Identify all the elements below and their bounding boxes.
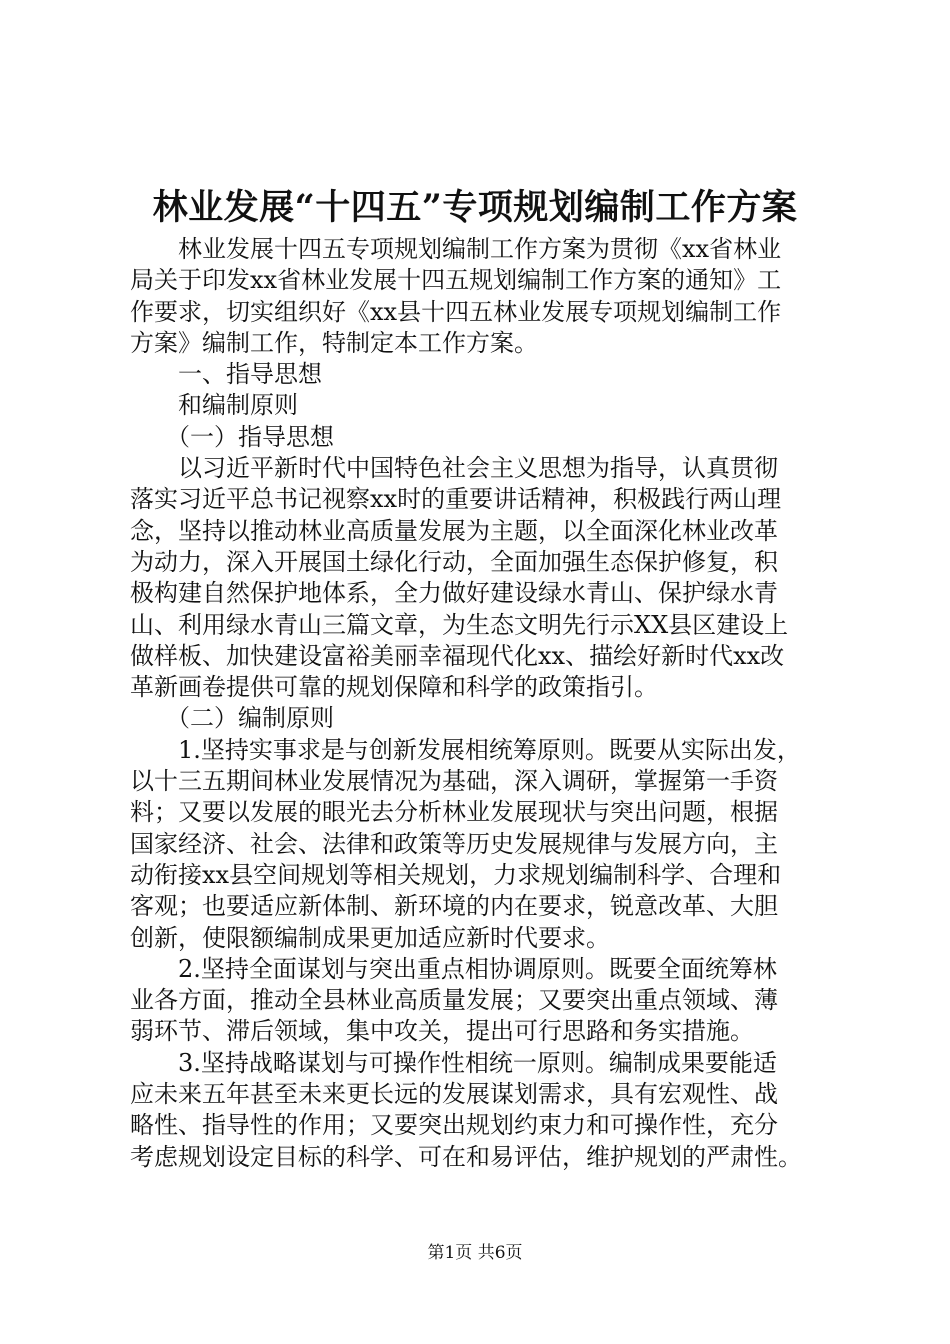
text-line: 一、指导思想 — [130, 360, 322, 389]
text-line: 和编制原则 — [130, 391, 298, 420]
text-line: 念，坚持以推动林业高质量发展为主题，以全面深化林业改革 — [130, 516, 778, 545]
text-line: 客观；也要适应新体制、新环境的内在要求，锐意改革、大胆 — [130, 892, 778, 921]
text-line: 作要求，切实组织好《xx县十四五林业发展专项规划编制工作 — [130, 297, 782, 326]
text-line: 林业发展十四五专项规划编制工作方案为贯彻《xx省林业 — [130, 235, 782, 263]
text-line: 做样板、加快建设富裕美丽幸福现代化xx、描绘好新时代xx改 — [130, 641, 785, 670]
text-line: 山、利用绿水青山三篇文章，为生态文明先行示XX县区建设上 — [130, 610, 789, 639]
text-line: 为动力，深入开展国土绿化行动，全面加强生态保护修复，积 — [130, 547, 778, 576]
text-line: （一）指导思想 — [130, 422, 334, 451]
text-line: 3.坚持战略谋划与可操作性相统一原则。编制成果要能适 — [130, 1048, 777, 1077]
text-line: 创新，使限额编制成果更加适应新时代要求。 — [130, 923, 610, 952]
text-line: 局关于印发xx省林业发展十四五规划编制工作方案的通知》工 — [130, 266, 782, 295]
text-line: 略性、指导性的作用；又要突出规划约束力和可操作性，充分 — [130, 1111, 778, 1140]
text-line: 料；又要以发展的眼光去分析林业发展现状与突出问题，根据 — [130, 798, 778, 827]
text-line: 革新画卷提供可靠的规划保障和科学的政策指引。 — [130, 673, 658, 702]
text-line: 国家经济、社会、法律和政策等历史发展规律与发展方向，主 — [130, 829, 778, 858]
text-line: 动衔接xx县空间规划等相关规划，力求规划编制科学、合理和 — [130, 860, 782, 889]
text-line: 以十三五期间林业发展情况为基础，深入调研，掌握第一手资 — [130, 767, 778, 796]
text-line: 应未来五年甚至未来更长远的发展谋划需求，具有宏观性、战 — [130, 1080, 778, 1109]
document-title: 林业发展“十四五”专项规划编制工作方案 — [152, 187, 798, 228]
page-footer: 第1页 共6页 — [427, 1243, 523, 1263]
text-line: （二）编制原则 — [130, 704, 334, 733]
text-line: 1.坚持实事求是与创新发展相统筹原则。既要从实际出发， — [130, 735, 801, 764]
text-line: 考虑规划设定目标的科学、可在和易评估，维护规划的严肃性。 — [130, 1142, 802, 1171]
text-line: 2.坚持全面谋划与突出重点相协调原则。既要全面统筹林 — [130, 954, 777, 983]
text-line: 弱环节、滞后领域，集中攻关，提出可行思路和务实措施。 — [130, 1017, 754, 1046]
text-line: 落实习近平总书记视察xx时的重要讲话精神，积极践行两山理 — [130, 485, 782, 514]
text-line: 业各方面，推动全县林业高质量发展；又要突出重点领域、薄 — [130, 986, 778, 1015]
text-line: 方案》编制工作，特制定本工作方案。 — [130, 328, 538, 357]
text-line: 以习近平新时代中国特色社会主义思想为指导，认真贯彻 — [130, 454, 778, 483]
document-body — [130, 234, 830, 1173]
text-line: 极构建自然保护地体系，全力做好建设绿水青山、保护绿水青 — [130, 579, 778, 608]
